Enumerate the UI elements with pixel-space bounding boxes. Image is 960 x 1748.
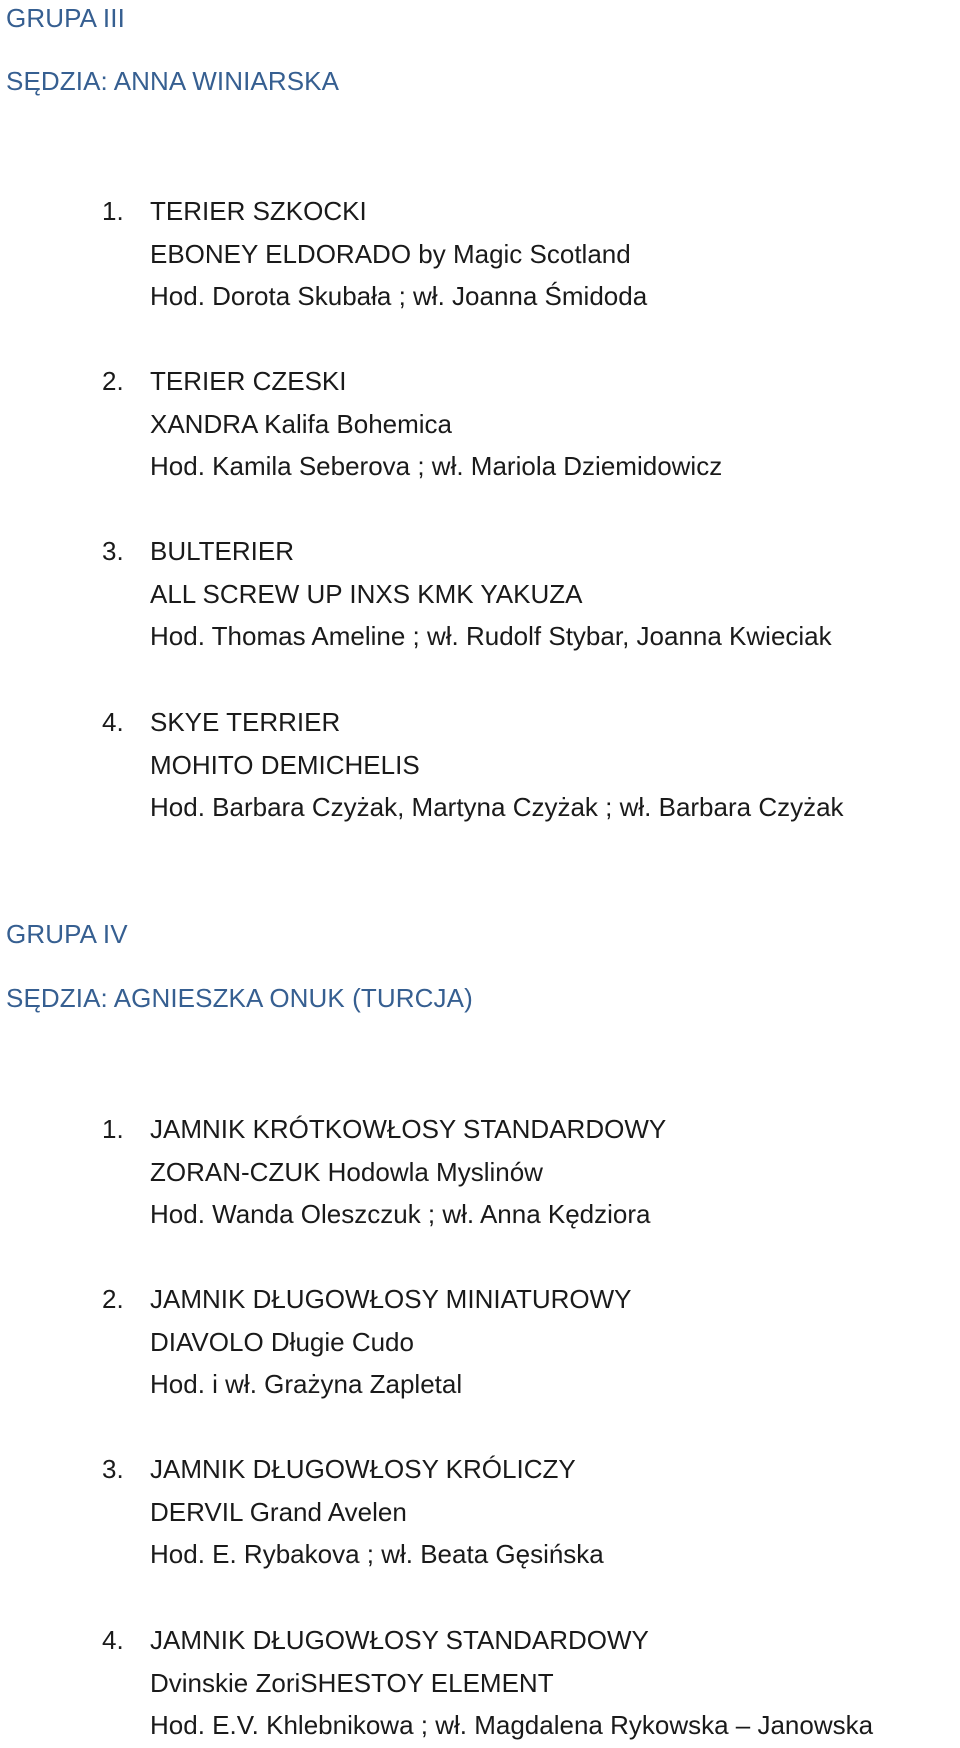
dog-name: DIAVOLO Długie Cudo — [150, 1327, 414, 1357]
breeder-owner: Hod. Thomas Ameline ; wł. Rudolf Stybar, Joanna Kwieciak — [150, 621, 832, 651]
breed-name: SKYE TERRIER — [150, 707, 341, 737]
entry-number: 1. — [102, 1114, 124, 1144]
entry-number: 4. — [102, 1625, 124, 1655]
dog-name: DERVIL Grand Avelen — [150, 1497, 407, 1527]
dog-name: ZORAN-CZUK Hodowla Myslinów — [150, 1157, 543, 1187]
list-item — [0, 1448, 960, 1576]
list-item — [0, 1108, 960, 1236]
entry-number: 1. — [102, 196, 124, 226]
list-item — [0, 360, 960, 488]
judge-title: SĘDZIA: AGNIESZKA ONUK (TURCJA) — [6, 983, 473, 1013]
dog-name: Dvinskie ZoriSHESTOY ELEMENT — [150, 1668, 554, 1698]
breed-name: JAMNIK DŁUGOWŁOSY MINIATUROWY — [150, 1284, 632, 1314]
dog-name: EBONEY ELDORADO by Magic Scotland — [150, 239, 631, 269]
breed-name: JAMNIK KRÓTKOWŁOSY STANDARDOWY — [150, 1114, 667, 1144]
breeder-owner: Hod. Wanda Oleszczuk ; wł. Anna Kędziora — [150, 1199, 651, 1229]
breed-name: JAMNIK DŁUGOWŁOSY KRÓLICZY — [150, 1454, 576, 1484]
list-item — [0, 190, 960, 318]
list-item — [0, 530, 960, 658]
breeder-owner: Hod. E.V. Khlebnikowa ; wł. Magdalena Rykowska – Janowska — [150, 1710, 874, 1740]
entry-number: 4. — [102, 707, 124, 737]
entry-number: 2. — [102, 366, 124, 396]
breeder-owner: Hod. i wł. Grażyna Zapletal — [150, 1369, 463, 1399]
dog-name: ALL SCREW UP INXS KMK YAKUZA — [150, 579, 583, 609]
breeder-owner: Hod. Dorota Skubała ; wł. Joanna Śmidoda — [150, 281, 648, 311]
breeder-owner: Hod. Barbara Czyżak, Martyna Czyżak ; wł. Barbara Czyżak — [150, 792, 844, 822]
entry-number: 2. — [102, 1284, 124, 1314]
breed-name: JAMNIK DŁUGOWŁOSY STANDARDOWY — [150, 1625, 649, 1655]
breed-name: TERIER CZESKI — [150, 366, 347, 396]
list-item — [0, 701, 960, 829]
group-title: GRUPA III — [6, 3, 125, 33]
entry-number: 3. — [102, 536, 124, 566]
dog-name: MOHITO DEMICHELIS — [150, 750, 420, 780]
breed-name: BULTERIER — [150, 536, 294, 566]
dog-name: XANDRA Kalifa Bohemica — [150, 409, 453, 439]
judge-title: SĘDZIA: ANNA WINIARSKA — [6, 66, 340, 96]
list-item — [0, 1278, 960, 1406]
breeder-owner: Hod. E. Rybakova ; wł. Beata Gęsińska — [150, 1539, 604, 1569]
list-item — [0, 1619, 960, 1747]
entry-number: 3. — [102, 1454, 124, 1484]
group-title: GRUPA IV — [6, 919, 128, 949]
breeder-owner: Hod. Kamila Seberova ; wł. Mariola Dziemidowicz — [150, 451, 723, 481]
breed-name: TERIER SZKOCKI — [150, 196, 367, 226]
